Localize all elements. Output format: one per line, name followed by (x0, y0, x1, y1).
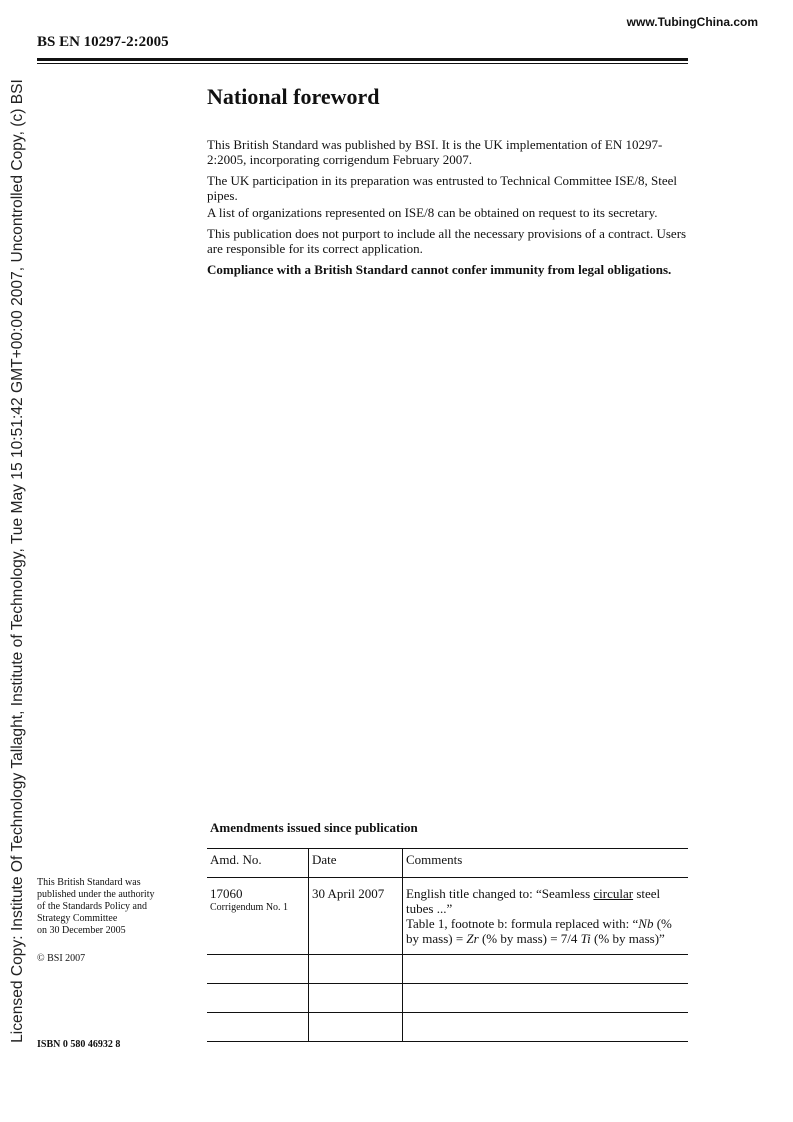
date-cell: 30 April 2007 (309, 878, 403, 955)
header-rule-thin (37, 63, 688, 64)
comment-text: English title changed to: “Seamless (406, 886, 594, 901)
empty-cell (207, 955, 309, 984)
comment-text: (% by mass) = 7/4 (478, 931, 581, 946)
table-row (207, 984, 688, 1013)
comment-text: (% by mass)” (590, 931, 665, 946)
amd-corrigendum: Corrigendum No. 1 (210, 902, 289, 913)
empty-cell (207, 1013, 309, 1042)
column-header-date: Date (309, 849, 403, 878)
foreword-paragraph: This publication does not purport to include all the necessary provisions of a contract. Users are responsible for its correct application. (207, 226, 687, 256)
authority-line: of the Standards Policy and (37, 901, 147, 912)
authority-line: Strategy Committee (37, 913, 118, 924)
empty-cell (207, 984, 309, 1013)
column-header-amd-no: Amd. No. (207, 849, 309, 878)
empty-cell (309, 955, 403, 984)
website-url: www.TubingChina.com (626, 15, 758, 29)
symbol-nb: Nb (638, 916, 654, 931)
comment-title-change (406, 886, 685, 916)
amd-no-cell (207, 878, 309, 955)
table-header-row (207, 849, 688, 878)
amendments-title: Amendments issued since publication (210, 820, 418, 835)
comment-text: steel tubes ...” (406, 886, 661, 916)
copyright: © BSI 2007 (37, 953, 86, 964)
authority-line: published under the authority (37, 889, 155, 900)
page-title: National foreword (207, 84, 380, 109)
empty-cell (403, 984, 689, 1013)
authority-line: on 30 December 2005 (37, 925, 126, 936)
authority-line: This British Standard was (37, 877, 141, 888)
comment-underlined: circular (593, 886, 634, 901)
empty-cell (309, 984, 403, 1013)
empty-cell (403, 1013, 689, 1042)
comment-text: Table 1, footnote b: formula replaced with: “ (406, 916, 639, 931)
comment-formula-change (406, 916, 685, 946)
amendments-table (207, 848, 688, 1042)
license-watermark (0, 0, 36, 1122)
column-header-comments: Comments (403, 849, 689, 878)
comment-text: (% by mass) = (406, 916, 672, 946)
comments-cell (403, 878, 689, 955)
table-row (207, 1013, 688, 1042)
header-rule-thick (37, 58, 688, 61)
publication-authority (37, 877, 197, 937)
isbn: ISBN 0 580 46932 8 (37, 1039, 121, 1050)
foreword-paragraph: This British Standard was published by BSI. It is the UK implementation of EN 10297-2:2005, incorporating corrigendum February 2007. (207, 137, 663, 167)
license-text: Licensed Copy: Institute Of Technology Tallaght, Institute of Technology, Tue May 15 10:51:42 GMT+00:00 2007, Uncontrolled Copy, (c) BSI (9, 79, 26, 1043)
empty-cell (309, 1013, 403, 1042)
table-row (207, 955, 688, 984)
amd-number: 17060 (210, 886, 243, 901)
compliance-statement: Compliance with a British Standard cannot confer immunity from legal obligations. (207, 262, 672, 277)
empty-cell (403, 955, 689, 984)
standard-number: BS EN 10297-2:2005 (37, 34, 169, 50)
foreword-body (207, 137, 692, 283)
foreword-paragraph: The UK participation in its preparation was entrusted to Technical Committee ISE/8, Steel pipes. (207, 173, 677, 203)
symbol-zr: Zr (466, 931, 479, 946)
table-row (207, 878, 688, 955)
foreword-paragraph: A list of organizations represented on ISE/8 can be obtained on request to its secretary. (207, 205, 658, 220)
symbol-ti: Ti (580, 931, 591, 946)
